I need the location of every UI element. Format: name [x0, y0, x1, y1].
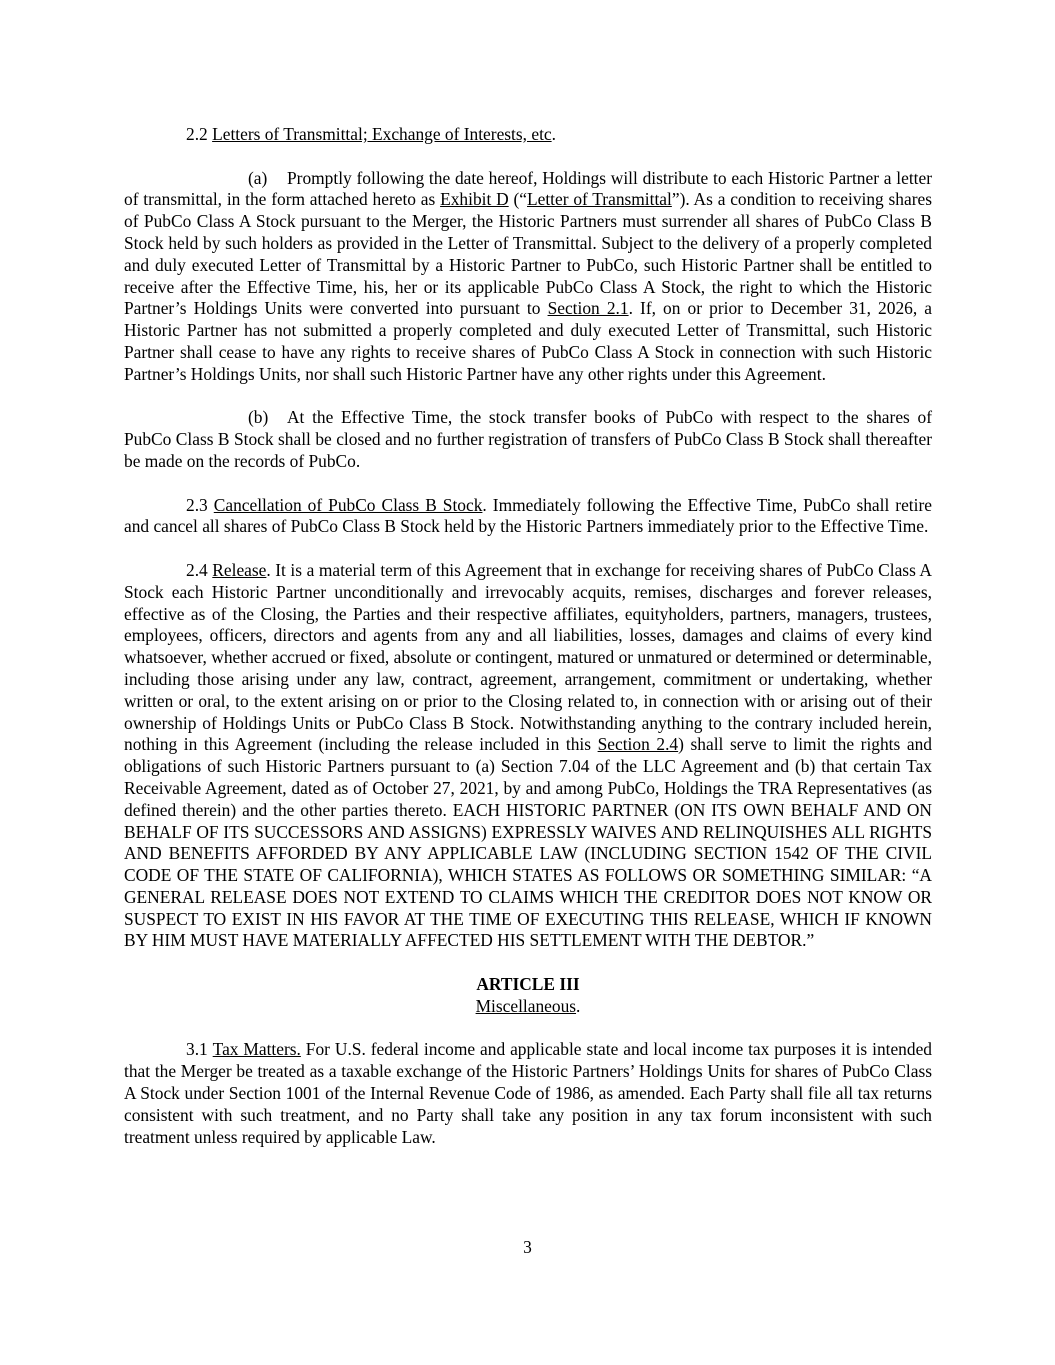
section-2-1-ref: Section 2.1 — [547, 298, 629, 319]
letter-of-transmittal-term: Letter of Transmittal — [527, 189, 672, 210]
clause-label: (b) — [248, 407, 269, 428]
page-number: 3 — [523, 1237, 532, 1257]
section-2-2-b: (b) At the Effective Time, the stock transfer books of PubCo with respect to the shares of PubCo Class B Stock shall be closed and no further registration of transfers of PubCo Class B Stock shall thereafter be made on the records of PubCo. — [124, 407, 932, 471]
section-title: Tax Matters. — [212, 1039, 301, 1060]
section-2-2-heading: 2.2 Letters of Transmittal; Exchange of Interests, etc. — [186, 124, 556, 144]
section-2-4-ref: Section 2.4 — [597, 734, 679, 755]
article-title: ARTICLE III — [476, 974, 580, 995]
section-number: 3.1 — [186, 1039, 208, 1060]
section-title: Release — [212, 559, 267, 580]
clause-label: (a) — [248, 167, 268, 188]
section-number: 2.3 — [186, 494, 208, 515]
section-2-3: 2.3 Cancellation of PubCo Class B Stock. Immediately following the Effective Time, PubCo shall retire and cancel all shares of PubCo Class B Stock held by the Historic Partners immediately prior to the Effective Time. — [124, 494, 932, 537]
document-body — [124, 124, 932, 1148]
section-number: 2.2 — [186, 124, 208, 144]
exhibit-d-ref: Exhibit D — [440, 189, 509, 210]
article-subtitle: Miscellaneous. — [475, 995, 581, 1016]
section-number: 2.4 — [186, 559, 208, 580]
section-2-2-a: (a) Promptly following the date hereof, Holdings will distribute to each Historic Partner a letter of transmittal, in the form attached hereto as Exhibit D (“Letter of Transmittal”). As a condition to receiving shares of PubCo Class A Stock pursuant to the Merger, the Historic Partners must surrender all shares of PubCo Class B Stock held by such holders as provided in the Letter of Transmittal. Subject to the delivery of a properly completed and duly executed Letter of Transmittal by a Historic Partner to PubCo, such Historic Partner shall be entitled to receive after the Effective Time, his, her or its applicable PubCo Class A Stock, the right to which the Historic Partner’s Holdings Units were converted into pursuant to Section 2.1. If, on or prior to December 31, 2026, a Historic Partner has not submitted a properly completed and duly executed Letter of Transmittal, such Historic Partner shall cease to have any rights to receive shares of PubCo Class A Stock in connection with such Historic Partner’s Holdings Units, nor shall such Historic Partner have any other rights under this Agreement. — [124, 167, 933, 384]
section-title: Cancellation of PubCo Class B Stock — [213, 494, 483, 515]
section-3-1: 3.1 Tax Matters. For U.S. federal income and applicable state and local income tax purposes it is intended that the Merger be treated as a taxable exchange of the Historic Partners’ Holdings Units for shares of PubCo Class A Stock under Section 1001 of the Internal Revenue Code of 1986, as amended. Each Party shall file all tax returns consistent with such treatment, and no Party shall take any position in any tax forum inconsistent with such treatment unless required by applicable Law. — [124, 1039, 932, 1147]
section-2-4: 2.4 Release. It is a material term of this Agreement that in exchange for receiving shares of PubCo Class A Stock each Historic Partner unconditionally and irrevocably acquits, remises, discharges and forever releases, effective as of the Closing, the Parties and their respective affiliates, equityholders, partners, managers, trustees, employees, officers, directors and agents from any and all liabilities, losses, damages and claims of every kind whatsoever, whether accrued or fixed, absolute or contingent, matured or unmatured or determined or determinable, including those arising under any law, contract, agreement, arrangement, commitment or undertaking, whether written or oral, to the extent arising on or prior to the Closing related to, in connection with or arising out of their ownership of Holdings Units or PubCo Class B Stock. Notwithstanding anything to the contrary included herein, nothing in this Agreement (including the release included in this Section 2.4) shall serve to limit the rights and obligations of such Historic Partners pursuant to (a) Section 7.04 of the LLC Agreement and (b) that certain Tax Receivable Agreement, dated as of October 27, 2021, by and among PubCo, Holdings the TRA Representatives (as defined therein) and the other parties thereto. EACH HISTORIC PARTNER (ON ITS OWN BEHALF AND ON BEHALF OF ITS SUCCESSORS AND ASSIGNS) EXPRESSLY WAIVES AND RELINQUISHES ALL RIGHTS AND BENEFITS AFFORDED BY ANY APPLICABLE LAW (INCLUDING SECTION 1542 OF THE CIVIL CODE OF THE STATE OF CALIFORNIA), WHICH STATES AS FOLLOWS OR SOMETHING SIMILAR: “A GENERAL RELEASE DOES NOT EXTEND TO CLAIMS WHICH THE CREDITOR DOES NOT KNOW OR SUSPECT TO EXIST IN HIS FAVOR AT THE TIME OF EXECUTING THIS RELEASE, WHICH IF KNOWN BY HIM MUST HAVE MATERIALLY AFFECTED HIS SETTLEMENT WITH THE DEBTOR.” — [124, 559, 932, 951]
section-title: Letters of Transmittal; Exchange of Interests, etc — [212, 124, 552, 144]
